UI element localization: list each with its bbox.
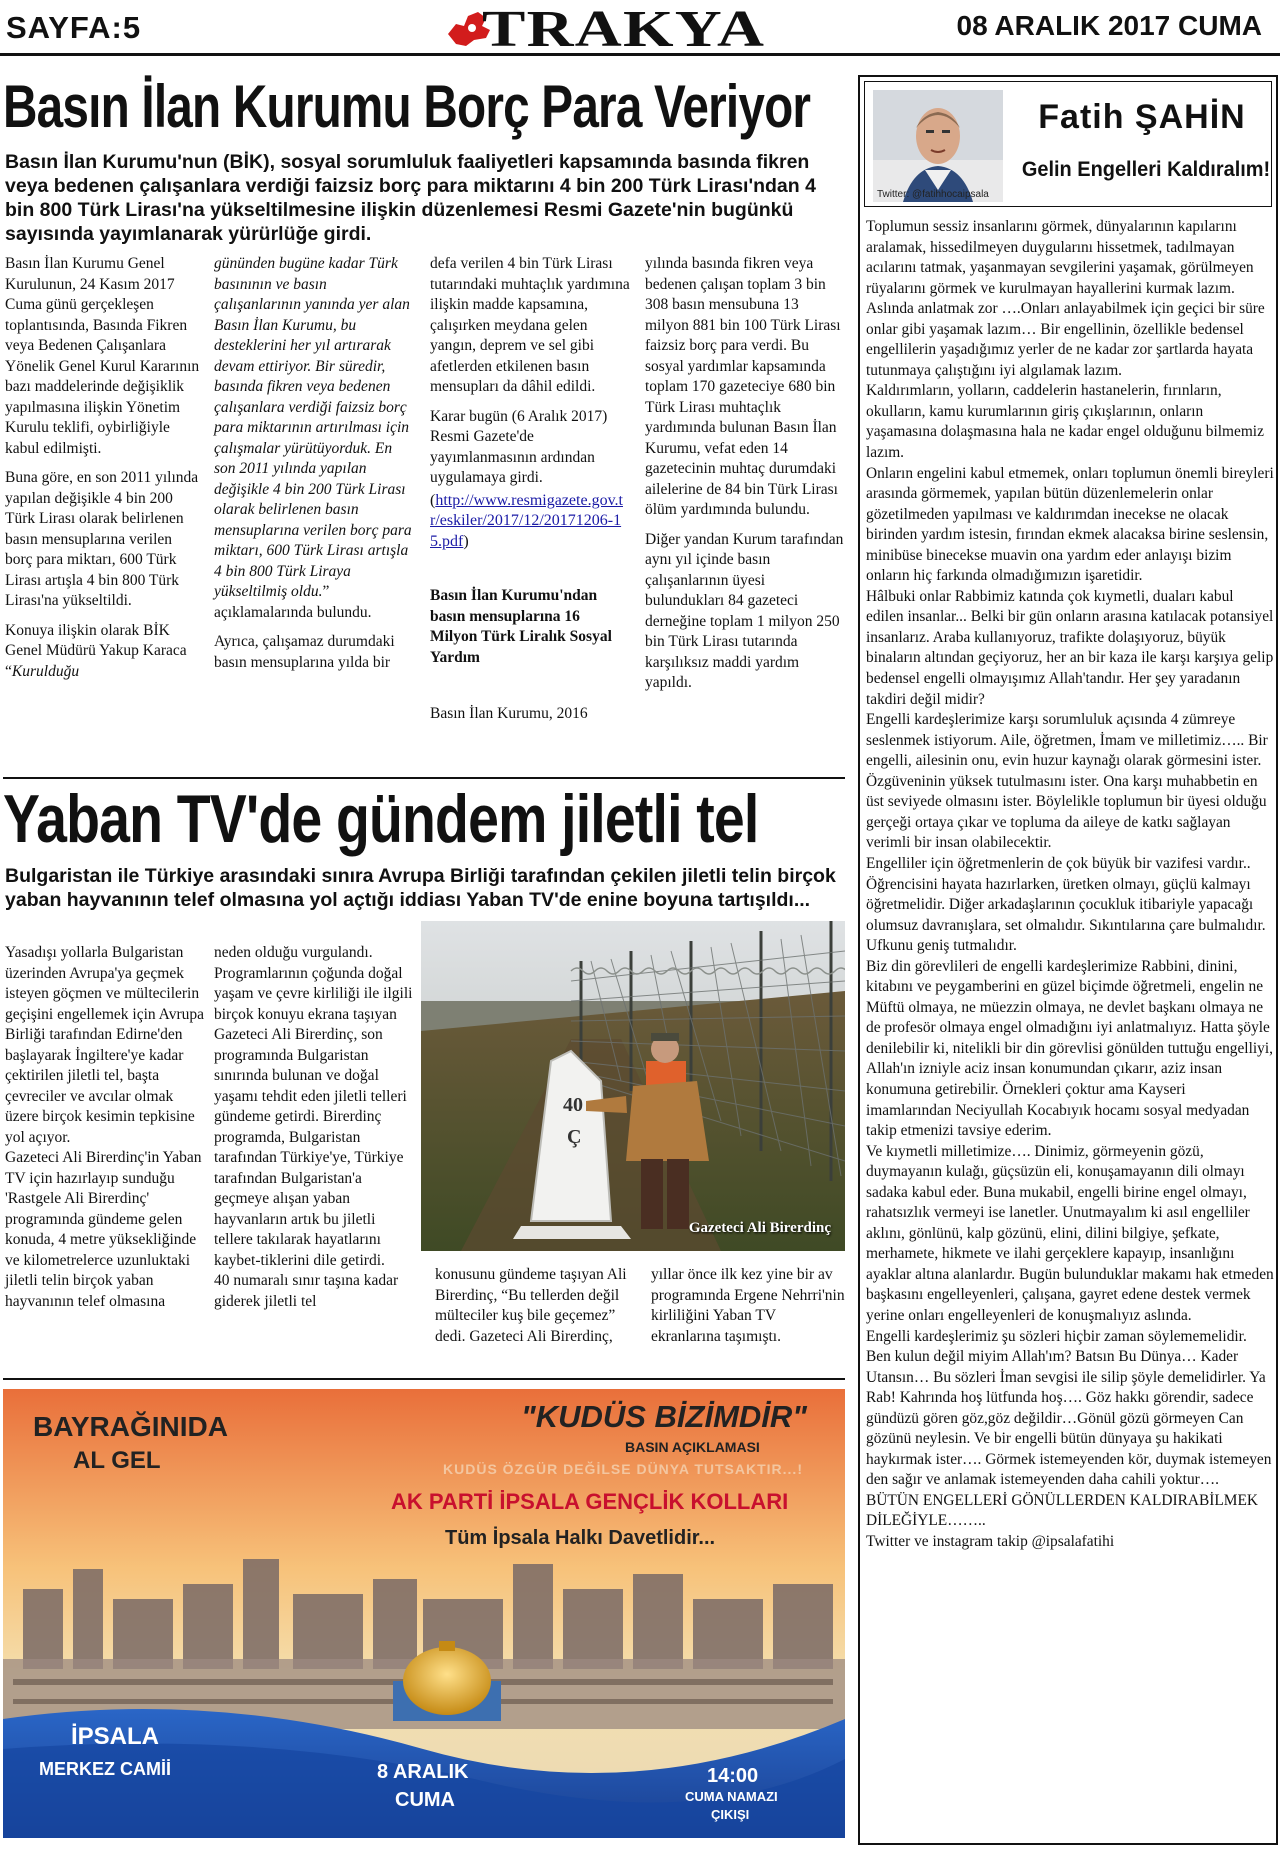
author-photo <box>873 90 1003 202</box>
stone-number: 40 <box>563 1094 583 1116</box>
story1-paragraph: Diğer yandan Kurum tarafından aynı yıl içinde basın çalışanlarının üyesi bulundukları 84 gazeteci derneğine toplam 1 milyon 250 bin Türk Lirası tutarında karşılıksız maddi yardım yapıldı. <box>645 530 844 691</box>
quote-tail: ” açıklamalarında bulundu. <box>214 583 372 621</box>
column-paragraph: Biz din görevlileri de engelli kardeşlerimize Rabbini, dinini, kitabını ve peygamberini en güzel biçimde öğretmeli, engelin ne Müftü olmaya, ne müezzin olmaya, ne devlet başkanı olmaya ne de profesör olmaya engel olmadığını iyi anlatmalıyız. Hatta şöyle denilebilir ki, nitelikli bir din görevlisi gönülden tuttuğu engelliyi, Allah'ın izniyle aciz insan konumundan çıkarır, aziz insan konumuna getirebilir. Örnekleri çoktur ama Kayseri imamlarından Neciyullah Kocabıyık hocamı sosyal medyadan takip etmenizi tavsiye ederim. <box>866 957 1273 1140</box>
story2-paragraph: yıllar önce ilk kez yine bir av programında Ergene Nehrri'nin kirliliğini Yaban TV ekranlarına taşımıştı. <box>651 1266 845 1345</box>
story1-paragraph: Buna göre, en son 2011 yılında yapılan değişikle 4 bin 200 Türk Lirası olarak belirlenen basın mensuplarına verilen borç para miktarı, 600 Türk Lirası artışla 4 bin 800 Türk Lirası'na yükseltildi. <box>5 469 199 609</box>
column-paragraph: Engelli kardeşlerimize karşı sorumluluk açısında 4 zümreye seslenmek istiyorum. Aile, öğretmen, İmam ve milletimiz….. Bir engelli, ailesinin onu, evin huzur kaynağı olarak görmesini ister. Özgüveninin yüksek tutulmasını ister. Ona karşı muhabbetin en üst seviyede olmasını ister. Böylelikle toplumun bir üyesi olduğu gerçeği ortaya çıkar ve topluma da aileye de katkı sağlayan verimli bir insan olabilecektir. <box>866 711 1268 852</box>
story2-column-2 <box>214 943 414 1321</box>
story2-headline: Yaban TV'de gündem jiletli tel <box>3 781 759 857</box>
section-divider <box>3 777 845 779</box>
story1-column-1 <box>5 254 201 691</box>
ad-organizer: AK PARTİ İPSALA GENÇLİK KOLLARI <box>391 1489 789 1514</box>
story1-paragraph: Karar bugün (6 Aralık 2017) Resmi Gazete'de yayımlanmasının ardından uygulamaya girdi. <box>430 407 608 486</box>
column-social-line: Twitter ve instagram takip @ipsalafatihi <box>866 1533 1115 1550</box>
ad-location-1: İPSALA <box>71 1723 160 1750</box>
story1-paragraph: defa verilen 4 bin Türk Lirası tutarındaki muhtaçlık yardımına ilişkin madde kapsamına, çalışırken meydana gelen yangın, deprem ve sel gibi afetlerden etkilenen basın mensupları da dâhil edildi. <box>430 255 630 395</box>
page-number: SAYFA:5 <box>6 10 142 45</box>
brand-wordmark: TRAKYA <box>482 1 766 58</box>
issue-date: 08 ARALIK 2017 CUMA <box>956 10 1262 41</box>
author-name: Fatih ŞAHİN <box>1038 98 1246 136</box>
column-paragraph: Kaldırımların, yolların, caddelerin hastanelerin, fırınların, okulların, kamu kurumlarının giriş çıkışlarının, onların yaşamasına dolaşmasına hala ne kadar engel olduğunu bilmemiz lazım. <box>866 382 1264 462</box>
ad-location-2: MERKEZ CAMİİ <box>39 1759 171 1779</box>
story1-headline: Basın İlan Kurumu Borç Para Veriyor <box>3 73 811 140</box>
avatar-icon <box>873 90 1003 202</box>
quote-text: gününden bugüne kadar Türk basınının ve basın çalışanlarının yanında yer alan Basın İlan Kurumu, bu desteklerini her yıl artırarak devam ettiriyor. Bir süredir, basında fikren veya bedenen çalışanlara verdiği faizsiz borç para miktarının artırılması için çalışmalar yürütüyorduk. En son 2011 yılında yapılan değişikle 4 bin 200 Türk Lirası olarak belirlenen basın mensuplarına verilen borç para miktarı, 600 Türk Lirası artışla 4 bin 800 Türk Liraya yükseltilmiş oldu. <box>214 255 412 600</box>
story2-column-3 <box>435 1265 635 1356</box>
story2-lede: Bulgaristan ile Türkiye arasındaki sınıra Avrupa Birliği tarafından çekilen jiletli telin birçok yaban hayvanının telef olmasına yol açtığı iddiası Yaban TV'de enine boyuna tartışıldı... <box>5 865 836 911</box>
column-paragraph: Toplumun sessiz insanlarını görmek, dünyalarının kapılarını aralamak, hissedilmeyen duygularını hissetmek, tadılmayan acılarını tatmak, yaşanmayan sevgilerini yaşamak, görülmeyen rüyalarını görmek ve kurulmayan hayallerini kurmak lazım. Aslında anlatmak zor ….Onları anlayabilmek için geçici bir süre onlar gibi yaşamak lazım… Bir engellinin, özellikle bedensel engellilerin yaşadığımız yerler de ne kadar zor şartlarda hayata tutunmaya çalıştığını iyi algılamak lazım. <box>866 218 1265 379</box>
text-run: Konuya ilişkin olarak BİK Genel Müdürü Yakup Karaca “ <box>5 621 187 680</box>
story2-paragraph: neden olduğu vurgulandı. Programlarının çoğunda doğal yaşam ve çevre kirliliği ile ilgili birçok konuyu ekrana taşıyan Gazeteci Ali Birerdinç, son programında Bulgaristan sınırında bulunan ve doğal yaşamı tehdit eden jiletli telleri gündeme getirdi. Birerdinç programda, Bulgaristan tarafından Türkiye'ye, Türkiye tarafından Bulgaristan'a geçmeye alışan yaban hayvanların artık bu jiletli tellere takılarak hayatlarını kaybet-tiklerini dile getirdi. <box>214 944 413 1269</box>
story1-column-2 <box>214 254 414 682</box>
column-paragraph: Onların engelini kabul etmemek, onları toplumun önemli bireyleri arasında görmemek, yapılan bütün düzenlemelerin onlar gözetilmeden yapılması ve kaldırımdan inecekse ne olacak birinden yardım istesin, fırından ekmek alacaksa birine seslensin, minibüse binecekse muavin ona yardım eder anlayışı bizim onların hiç farkında olmadığımızın işaretidir. <box>866 464 1274 585</box>
story2-column-4 <box>651 1265 847 1356</box>
column-header <box>864 81 1272 207</box>
story1-paragraph: Basın İlan Kurumu Genel Kurulunun, 24 Kasım 2017 Cuma günü gerçekleşen toplantısında, Basında Fikren veya Bedenen Çalışanlara Yönelik Genel Kurul Kararının bazı maddelerinde değişiklik yapılmasına ilişkin Yönetim Kurulu teklifi, oybirliğiyle kabul edilmişti. <box>5 255 200 457</box>
column-body <box>866 217 1274 1553</box>
resmi-gazete-link[interactable]: http://www.resmigazete.gov.tr/eskiler/2017/12/20171206-15.pdf <box>430 491 623 550</box>
story2-paragraph: Gazeteci Ali Birerdinç'in Yaban TV için hazırlayıp sunduğu 'Rastgele Ali Birerdinç' programında gündeme gelen konuda, 4 metre yüksekliğinde ve kilometrelerce uzunluktaki jiletli telin birçok yaban hayvanının telef olmasına <box>5 1149 202 1310</box>
story1-paragraph: Basın İlan Kurumu, 2016 <box>430 705 588 722</box>
story1-column-3 <box>430 254 630 734</box>
photo-illustration <box>421 921 845 1251</box>
column-paragraph: Engelliler için öğretmenlerin de çok büyük bir vazifesi vardır.. Öğrencisini hayata hazırlarken, üretken olmayı, güçlü kalmayı öğretmelidir. Diğer arkadaşlarının çocukluk itibariyle yapacağı olumsuz davranışlara, set olmalıdır. Sıkıntılarına çare bulmalıdır. Ufkunu geniş tutmalıdır. <box>866 854 1266 955</box>
masthead <box>0 0 1280 56</box>
ad-time-label-2: ÇIKIŞI <box>711 1807 750 1822</box>
ad-line-1: BAYRAĞINIDA <box>33 1411 228 1442</box>
text-run-italic: Kurulduğu <box>11 662 80 680</box>
photo-caption: Gazeteci Ali Birerdinç <box>688 1220 831 1236</box>
story2-paragraph: Yasadışı yollarla Bulgaristan üzerinden Avrupa'ya geçmek isteyen göçmen ve mültecilerin geçişini engellemek için Avrupa Birliği tarafından Edirne'den başlayarak İngiltere'ye kadar çektirilen jiletli tel, başta çevreciler ve avcılar olmak üzere birçok kesimin tepkisine yol açıyor. <box>5 944 204 1146</box>
ad-time-label-1: CUMA NAMAZI <box>685 1789 778 1804</box>
resmi-gazete-link-line <box>430 491 630 553</box>
story1-lede: Basın İlan Kurumu'nun (BİK), sosyal sorumluluk faaliyetleri kapsamında basında fikren veya bedenen çalışanlara verdiği faizsiz borç para miktarını 4 bin 200 Türk Lirası'ndan 4 bin 800 Türk Lirası'na yükseltilmesine ilişkin düzenlemesi Resmi Gazete'nin bugünkü sayısında yayımlanarak yürürlüğe girdi. <box>5 151 816 245</box>
section-divider <box>3 1378 845 1380</box>
ad-subtitle: BASIN AÇIKLAMASI <box>625 1439 760 1455</box>
ad-date-1: 8 ARALIK <box>377 1761 469 1783</box>
ad-line-2: AL GEL <box>73 1447 161 1474</box>
text-run: ( <box>430 491 436 509</box>
story2-paragraph: 40 numaralı sınır taşına kadar giderek jiletli tel <box>214 1272 399 1310</box>
column-paragraph: Engelli kardeşlerimiz şu sözleri hiçbir zaman söylememelidir. Ben kulun değil miyim Allah'ım? Batsın Bu Dünya… Kader Utansın… Bu sözleri İman sevgisi ile silip şöyle demelidirler. Ya Rab! Kahrında hoş lütfunda hoş…. Göz hakkı görendir, sadece gündüzü gören göz,göz değildir…Gönül gözü görmeyen Can gözünü neylesin. Ve bir engelli bütün dünyaya şu hakikati haykırmak ister…. Görmek istemeyenden kör, duymak istemeyen den sağır ve anlamak istemeyenden daha cahili yoktur…. <box>866 1327 1272 1489</box>
border-fence-photo <box>421 921 845 1251</box>
ad-date-2: CUMA <box>395 1789 455 1811</box>
story2-column-1 <box>5 943 205 1321</box>
story1-paragraph <box>5 621 201 683</box>
story2-paragraph: konusunu gündeme taşıyan Ali Birerdinç, “Bu tellerden değil mülteciler kuş bile geçemez” dedi. Gazeteci Ali Birerdinç, <box>435 1266 627 1345</box>
ad-quote: "KUDÜS BİZİMDİR" <box>521 1399 807 1434</box>
opinion-column <box>858 75 1278 1845</box>
story1-subhead: Basın İlan Kurumu'ndan basın mensuplarına 16 Milyon Türk Liralık Sosyal Yardım <box>430 587 612 666</box>
kudus-rally-advert <box>3 1389 845 1838</box>
ad-invite: Tüm İpsala Halkı Davetlidir... <box>445 1527 716 1549</box>
column-paragraph: Ve kıymetli milletimize…. Dinimiz, görmeyenin gözü, duymayanın kulağı, güçsüzün eli, konuşamayanın dili olmayı sadaka kabul eder. Buna mukabil, engelli birine engel olmayı, rahatsızlık vermeyi ise lanetler. Unutmayalım ki asıl engelliler aklını, gönlünü, kalp gözünü, elini, dilini bilgiye, şefkate, merhamete, hikmete ve ilahi gerçeklere kapayıp, insanlığını ayaklar altına alanlardır. Bugün bulunduklar makamı hak etmeden başkasını engelleyenleri, çalışana, gayret edene destek vermek yerine onları engelleyenleri de konuşmalıyız aslında. <box>866 1142 1274 1324</box>
column-paragraph: BÜTÜN ENGELLERİ GÖNÜLLERDEN KALDIRABİLMEK DİLEĞİYLE…….. <box>866 1491 1258 1530</box>
story1-paragraph: yılında basında fikren veya bedenen çalışan toplam 3 bin 308 basın mensubuna 13 milyon 881 bin 100 Türk Lirası faizsiz borç para verdi. Bu sosyal yardımlar kapsamında toplam 170 gazeteciye 680 bin Türk Lirası muhtaçlık yardımında bulunan Basın İlan Kurumu, vefat eden 14 gazetecinin muhtaç durumdaki ailelerine de 84 bin Türk Lirası ölüm yardımında bulundu. <box>645 255 841 518</box>
column-paragraph: Hâlbuki onlar Rabbimiz katında çok kıymetli, duaları kabul edilen insanlar... Belki bir gün onların arasına katılacak potansiyel insanlarız. Araba kullanıyoruz, trafikte dolaşıyoruz, büyük binaların altından geçiyoruz, her an bir kaza ile karşı karşıya gelip bedensel engelli olmayışımız Allah'tandır. Her şey yaradanın takdiri değil midir? <box>866 587 1274 708</box>
story1-column-4 <box>645 254 845 703</box>
ad-time: 14:00 <box>707 1765 759 1787</box>
column-title: Gelin Engelleri Kaldıralım! <box>1021 158 1271 181</box>
text-run: ) <box>463 532 469 550</box>
story1-paragraph: Ayrıca, çalışamaz durumdaki basın mensuplarına yılda bir <box>214 633 395 671</box>
stone-letter: Ç <box>567 1126 582 1148</box>
ad-slogan: KUDÜS ÖZGÜR DEĞİLSE DÜNYA TUTSAKTIR...! <box>443 1461 803 1477</box>
author-twitter: Twitter: @fatihhocaipsala <box>877 189 989 200</box>
story1-quote <box>214 254 414 623</box>
